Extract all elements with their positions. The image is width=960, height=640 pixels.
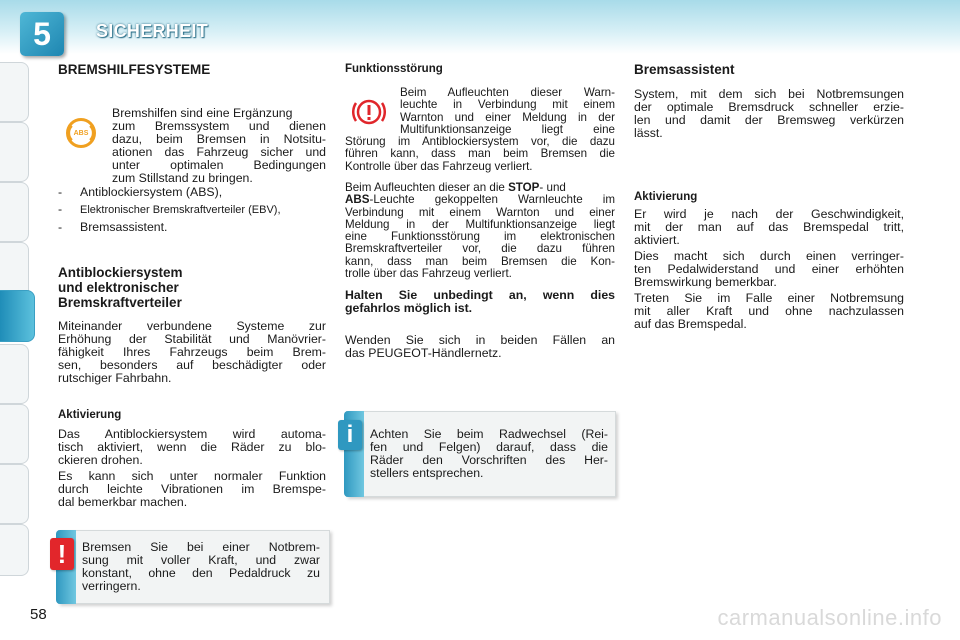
abs-line: fähigkeit Ihres Fahrzeugs beim Brem- (58, 345, 326, 359)
side-tab-9[interactable] (0, 524, 29, 576)
assist-line: der optimale Bremsdruck schneller erzie- (634, 100, 904, 114)
assist-activation-title: Aktivierung (634, 191, 698, 203)
list-item-text: Elektronischer Bremskraftverteiler (EBV), (80, 204, 281, 216)
assist-line: auf das Bremspedal. (634, 317, 747, 331)
section-title-funktionsstoerung: Funktionsstörung (345, 63, 443, 75)
funktion-text: - und (539, 181, 566, 194)
side-tab-active[interactable] (0, 290, 35, 342)
abs-heading-line: Bremskraftverteiler (58, 295, 182, 310)
page-title: SICHERHEIT (96, 21, 209, 41)
funktion-line: leuchte in Verbindung mit einem (400, 98, 615, 112)
funktion-line: eine Funktionsstörung im elektronischen (345, 230, 615, 244)
assist-line: ten Pedalwiderstand und einer erhöhten (634, 262, 904, 276)
assist-line: Bremswirkung bemerkbar. (634, 275, 777, 289)
assist-paragraph-3 (634, 250, 904, 289)
side-tab-1[interactable] (0, 62, 29, 122)
watermark: carmanualsonline.info (717, 605, 942, 630)
abs-line: sen, besonders auf beschädigter oder (58, 358, 326, 372)
info-icon: i (338, 420, 362, 450)
funktion-paragraph-2 (345, 182, 615, 280)
info-line: Achten Sie beim Radwechsel (Rei- (370, 427, 608, 441)
funktion-line: Multifunktionsanzeige liegt eine (400, 122, 615, 136)
abs-heading (58, 265, 183, 310)
activation-line: ckieren drohen. (58, 453, 143, 467)
dealer-line: Wenden Sie sich in beiden Fällen an (345, 333, 615, 347)
info-line: fen und Felgen) darauf, dass die (370, 440, 608, 454)
assist-line: Treten Sie im Falle einer Notbremsung (634, 291, 904, 305)
intro-line: zum Bremssystem und dienen (112, 119, 326, 133)
intro-line: ationen das Fahrzeug sicher und (112, 145, 326, 159)
dealer-line: das PEUGEOT-Händlernetz. (345, 346, 502, 360)
funktion-line: Meldung in der Multifunktionsanzeige liegt (345, 217, 615, 231)
funktion-paragraph-1a (400, 87, 615, 136)
dealer-paragraph (345, 334, 615, 360)
assist-line: Er wird je nach der Geschwindigkeit, (634, 207, 904, 221)
side-tab-8[interactable] (0, 464, 29, 524)
info-text (370, 428, 608, 480)
assist-line: mit aller Kraft und ohne nachzulassen (634, 304, 904, 318)
exclamation-icon: ! (50, 538, 74, 570)
warning-text (82, 541, 320, 593)
assist-paragraph-4 (634, 292, 904, 331)
list-item: - Elektronischer Bremskraftverteiler (EBV), (58, 202, 281, 216)
info-line: stellers entsprechen. (370, 466, 484, 480)
warning-line: konstant, ohne den Pedaldruck zu (82, 566, 320, 580)
intro-line: zum Stillstand zu bringen. (112, 171, 253, 185)
abs-heading-line: und elektronischer (58, 280, 179, 295)
bremshilfe-list (58, 186, 333, 234)
activation-line: Es kann sich unter normaler Funktion (58, 469, 326, 483)
chapter-number: 5 (20, 12, 64, 56)
warning-line: Bremsen Sie bei einer Notbrem- (82, 540, 320, 554)
intro-line: dazu, beim Bremsen in Notsitu- (112, 132, 326, 146)
activation-line: durch leichte Vibrationen im Bremspe- (58, 482, 326, 496)
funktion-line (345, 194, 615, 206)
assist-line: Dies macht sich durch einen verringer- (634, 249, 904, 263)
abs-heading-line: Antiblockiersystem (58, 265, 183, 280)
funktion-line: Verbindung mit einem Warnton und einer (345, 205, 615, 219)
funktion-line: führen kann, dass man beim Bremsen die (345, 147, 615, 161)
abs-line: Erhöhung der Stabilität und Manövrier- (58, 332, 326, 346)
warning-line: verringern. (82, 579, 141, 593)
funktion-line: kann, dass man beim Bremsen die Kon- (345, 254, 615, 268)
assist-line: System, mit dem sich bei Notbremsungen (634, 87, 904, 101)
funktion-line: Warnton und einer Meldung in der (400, 110, 615, 124)
funktion-text: Beim Aufleuchten dieser an die (345, 181, 509, 194)
funktion-text: -Leuchte gekoppelten Warnleuchte im (369, 193, 615, 207)
abs-icon-label: ABS (73, 129, 89, 137)
stop-instruction-line: Halten Sie unbedingt an, wenn dies (345, 288, 615, 302)
assist-paragraph-2 (634, 208, 904, 247)
section-title-bremsassistent: Bremsassistent (634, 62, 735, 77)
brake-warning-icon (352, 95, 386, 129)
section-title-bremshilfesysteme: BREMSHILFESYSTEME (58, 62, 211, 77)
funktion-line: Kontrolle über das Fahrzeug verliert. (345, 159, 533, 173)
assist-line: len und damit der Bremsweg verkürzen (634, 113, 904, 127)
abs-paragraph (58, 320, 326, 385)
list-item: - Bremsassistent. (58, 220, 168, 234)
activation-line: dal bemerkbar machen. (58, 495, 188, 509)
funktion-line: Störung im Antiblockiersystem vor, die dazu (345, 135, 615, 148)
abs-warning-icon (66, 118, 96, 148)
abs-line: Miteinander verbundene Systeme zur (58, 319, 326, 333)
stop-instruction-line: gefahrlos möglich ist. (345, 301, 473, 315)
info-line: Räder den Vorschriften des Her- (370, 453, 608, 467)
list-item: - Antiblockiersystem (ABS), (58, 185, 223, 199)
funktion-line: Bremskraftverteiler vor, die dazu führen (345, 242, 615, 256)
list-item-text: Bremsassistent. (80, 220, 168, 234)
side-tab-3[interactable] (0, 182, 29, 242)
assist-line: mit der man auf das Bremspedal tritt, (634, 220, 904, 234)
side-tab-2[interactable] (0, 122, 29, 182)
activation-title: Aktivierung (58, 409, 122, 421)
intro-paragraph (112, 107, 326, 185)
activation-paragraph-2 (58, 470, 326, 509)
stop-label: STOP (508, 181, 540, 194)
intro-line: unter optimalen Bedingungen (112, 158, 326, 172)
abs-line: rutschiger Fahrbahn. (58, 371, 172, 385)
page-number: 58 (30, 606, 47, 623)
abs-label: ABS (345, 193, 370, 207)
activation-paragraph-1 (58, 428, 326, 467)
funktion-line: Beim Aufleuchten dieser Warn- (400, 86, 615, 99)
activation-line: Das Antiblockiersystem wird automa- (58, 427, 326, 441)
funktion-paragraph-1b (345, 136, 615, 173)
side-tab-6[interactable] (0, 344, 29, 404)
funktion-line: trolle über das Fahrzeug verliert. (345, 267, 512, 281)
warning-line: sung mit voller Kraft, und zwar (82, 553, 320, 567)
list-item-text: Antiblockiersystem (ABS), (80, 185, 223, 199)
stop-instruction (345, 289, 615, 315)
assist-paragraph-1 (634, 88, 904, 140)
assist-line: aktiviert. (634, 233, 680, 247)
intro-line: Bremshilfen sind eine Ergänzung (112, 106, 293, 120)
side-tab-7[interactable] (0, 404, 29, 464)
assist-line: lässt. (634, 126, 663, 140)
activation-line: tisch aktiviert, wenn die Räder zu blo- (58, 440, 326, 454)
